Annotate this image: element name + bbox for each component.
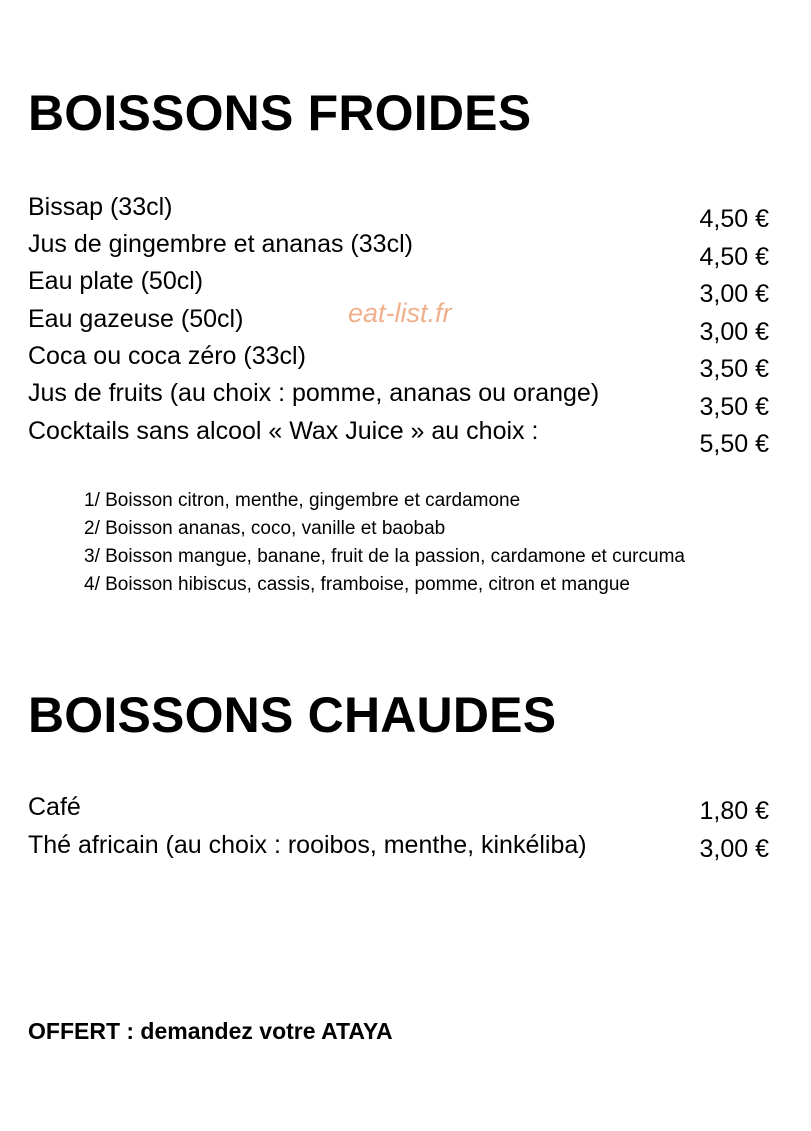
cocktail-option: 2/ Boisson ananas, coco, vanille et baobab — [84, 518, 446, 539]
menu-item-price: 5,50 € — [699, 430, 769, 458]
section-title-hot-drinks: BOISSONS CHAUDES — [28, 687, 557, 743]
menu-item-name: Thé africain (au choix : rooibos, menthe, kinkéliba) — [28, 831, 587, 859]
menu-item-price: 3,50 € — [699, 355, 769, 383]
menu-item-name: Eau plate (50cl) — [28, 267, 204, 295]
menu-item-price: 1,80 € — [699, 797, 769, 825]
menu-item-name: Coca ou coca zéro (33cl) — [28, 342, 306, 370]
watermark: eat-list.fr — [348, 298, 452, 328]
menu-item-price: 3,50 € — [699, 393, 769, 421]
menu-item-name: Cocktails sans alcool « Wax Juice » au choix : — [28, 417, 539, 445]
menu-item-name: Eau gazeuse (50cl) — [28, 305, 244, 333]
section-title-cold-drinks: BOISSONS FROIDES — [28, 85, 532, 141]
menu-item-name: Jus de fruits (au choix : pomme, ananas ou orange) — [28, 379, 600, 407]
menu-item-name: Jus de gingembre et ananas (33cl) — [28, 230, 413, 258]
menu-item-name: Bissap (33cl) — [28, 193, 173, 221]
offer-note: OFFERT : demandez votre ATAYA — [28, 1018, 393, 1044]
cocktail-option: 1/ Boisson citron, menthe, gingembre et cardamone — [84, 490, 521, 511]
menu-item-price: 3,00 € — [699, 280, 769, 308]
menu-item-price: 4,50 € — [699, 205, 769, 233]
menu-item-name: Café — [28, 793, 81, 821]
menu-item-price: 3,00 € — [699, 835, 769, 863]
menu-item-price: 3,00 € — [699, 318, 769, 346]
cocktail-option: 4/ Boisson hibiscus, cassis, framboise, pomme, citron et mangue — [84, 574, 630, 595]
menu-item-price: 4,50 € — [699, 243, 769, 271]
cocktail-option: 3/ Boisson mangue, banane, fruit de la passion, cardamone et curcuma — [84, 546, 685, 567]
